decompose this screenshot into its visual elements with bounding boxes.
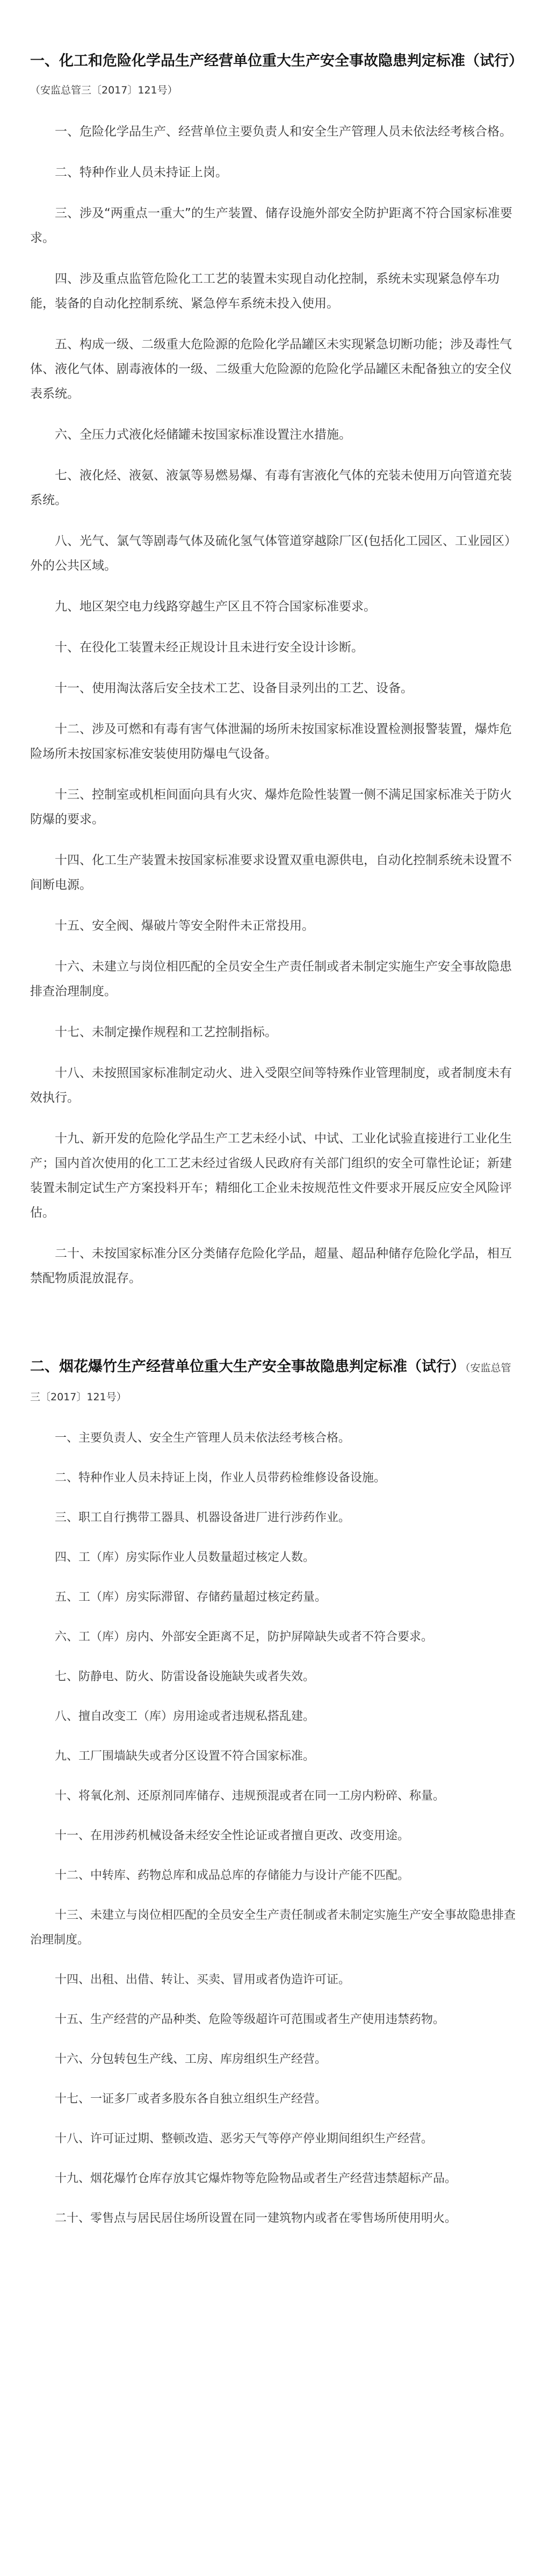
list-item: 三、职工自行携带工器具、机器设备进厂进行涉药作业。 xyxy=(55,1511,351,1524)
list-item: 四、涉及重点监管危险化工工艺的装置未实现自动化控制，系统未实现紧急停车功能，装备的自动化控制系统、紧急停车系统未投入使用。 xyxy=(30,272,500,311)
list-item: 八、擅自改变工（库）房用途或者违规私搭乱建。 xyxy=(55,1710,315,1723)
list-item: 二、特种作业人员未持证上岗，作业人员带药检维修设备设施。 xyxy=(55,1471,386,1485)
list-item: 九、工厂围墙缺失或者分区设置不符合国家标准。 xyxy=(55,1750,315,1763)
list-item: 十三、控制室或机柜间面向具有火灾、爆炸危险性装置一侧不满足国家标准关于防火防爆的要求。 xyxy=(30,788,512,826)
list-item: 四、工（库）房实际作业人员数量超过核定人数。 xyxy=(55,1551,315,1564)
list-item: 五、工（库）房实际滞留、存储药量超过核定药量。 xyxy=(55,1591,327,1604)
list-item: 十六、分包转包生产线、工房、库房组织生产经营。 xyxy=(55,2053,327,2066)
list-item: 十七、一证多厂或者多股东各自独立组织生产经营。 xyxy=(55,2092,327,2106)
list-item: 七、液化烃、液氨、液氯等易燃易爆、有毒有害液化气体的充装未使用万向管道充装系统。 xyxy=(30,469,512,507)
list-item: 一、危险化学品生产、经营单位主要负责人和安全生产管理人员未依法经考核合格。 xyxy=(55,125,512,139)
section-heading xyxy=(30,1353,520,1411)
list-item: 十五、安全阀、爆破片等安全附件未正常投用。 xyxy=(55,919,314,933)
list-item: 十四、化工生产装置未按国家标准要求设置双重电源供电，自动化控制系统未设置不间断电源。 xyxy=(30,853,512,892)
list-item: 十一、在用涉药机械设备未经安全性论证或者擅自更改、改变用途。 xyxy=(55,1829,410,1843)
section-chemicals xyxy=(30,47,523,1291)
list-item: 五、构成一级、二级重大危险源的危险化学品罐区未实现紧急切断功能；涉及毒性气体、液化气体、剧毒液体的一级、二级重大危险源的危险化学品罐区未配备独立的安全仪表系统。 xyxy=(30,337,512,401)
section-subtitle: （安监总管三〔2017〕121号） xyxy=(30,84,178,96)
list-item: 十五、生产经营的产品种类、危险等级超许可范围或者生产使用违禁药物。 xyxy=(55,2013,445,2026)
list-item: 十二、中转库、药物总库和成品总库的存储能力与设计产能不匹配。 xyxy=(55,1869,410,1882)
list-item: 一、主要负责人、安全生产管理人员未依法经考核合格。 xyxy=(55,1431,351,1445)
list-item: 十、在役化工装置未经正规设计且未进行安全设计诊断。 xyxy=(55,641,364,654)
section-title: 二、烟花爆竹生产经营单位重大生产安全事故隐患判定标准（试行） xyxy=(30,1358,465,1375)
section-heading xyxy=(30,47,523,104)
list-item: 七、防静电、防火、防雷设备设施缺失或者失效。 xyxy=(55,1670,315,1683)
list-item: 十二、涉及可燃和有毒有害气体泄漏的场所未按国家标准设置检测报警装置，爆炸危险场所未按国家标准安装使用防爆电气设备。 xyxy=(30,722,512,761)
list-item: 十六、未建立与岗位相匹配的全员安全生产责任制或者未制定实施生产安全事故隐患排查治理制度。 xyxy=(30,960,512,998)
list-item: 十七、未制定操作规程和工艺控制指标。 xyxy=(55,1025,277,1039)
list-item: 三、涉及“两重点一重大”的生产装置、储存设施外部安全防护距离不符合国家标准要求。 xyxy=(30,206,512,245)
list-item: 十九、烟花爆竹仓库存放其它爆炸物等危险物品或者生产经营违禁超标产品。 xyxy=(55,2172,457,2185)
list-item: 十一、使用淘汰落后安全技术工艺、设备目录列出的工艺、设备。 xyxy=(55,681,413,695)
section-title: 一、化工和危险化学品生产经营单位重大生产安全事故隐患判定标准（试行） xyxy=(30,53,523,69)
list-item: 六、工（库）房内、外部安全距离不足，防护屏障缺失或者不符合要求。 xyxy=(55,1630,433,1644)
list-item: 十、将氧化剂、还原剂同库储存、违规预混或者在同一工房内粉碎、称量。 xyxy=(55,1789,445,1803)
list-item: 二十、未按国家标准分区分类储存危险化学品，超量、超品种储存危险化学品，相互禁配物质混放混存。 xyxy=(30,1247,512,1285)
list-item: 九、地区架空电力线路穿越生产区且不符合国家标准要求。 xyxy=(55,600,376,614)
list-item: 六、全压力式液化烃储罐未按国家标准设置注水措施。 xyxy=(55,428,351,442)
list-item: 十三、未建立与岗位相匹配的全员安全生产责任制或者未制定实施生产安全事故隐患排查治理制度。 xyxy=(30,1909,516,1947)
list-item: 十四、出租、出借、转让、买卖、冒用或者伪造许可证。 xyxy=(55,1973,351,1987)
list-item: 八、光气、氯气等剧毒气体及硫化氢气体管道穿越除厂区(包括化工园区、工业园区）外的公共区域。 xyxy=(30,534,517,573)
list-item: 十八、许可证过期、整顿改造、恶劣天气等停产停业期间组织生产经营。 xyxy=(55,2132,433,2146)
list-item: 十八、未按照国家标准制定动火、进入受限空间等特殊作业管理制度，或者制度未有效执行。 xyxy=(30,1066,512,1105)
list-item: 二、特种作业人员未持证上岗。 xyxy=(55,166,228,179)
list-item: 十九、新开发的危险化学品生产工艺未经小试、中试、工业化试验直接进行工业化生产；国内首次使用的化工工艺未经过省级人民政府有关部门组织的安全可靠性论证；新建装置未制定试生产方案投料开车；精细化工企业未按规范性文件要求开展反应安全风险评估。 xyxy=(30,1132,512,1220)
list-item: 二十、零售点与居民居住场所设置在同一建筑物内或者在零售场所使用明火。 xyxy=(55,2212,457,2225)
section-subtitle: （安监总管三〔2017〕121号） xyxy=(30,1362,511,1403)
section-fireworks xyxy=(30,1353,520,2231)
